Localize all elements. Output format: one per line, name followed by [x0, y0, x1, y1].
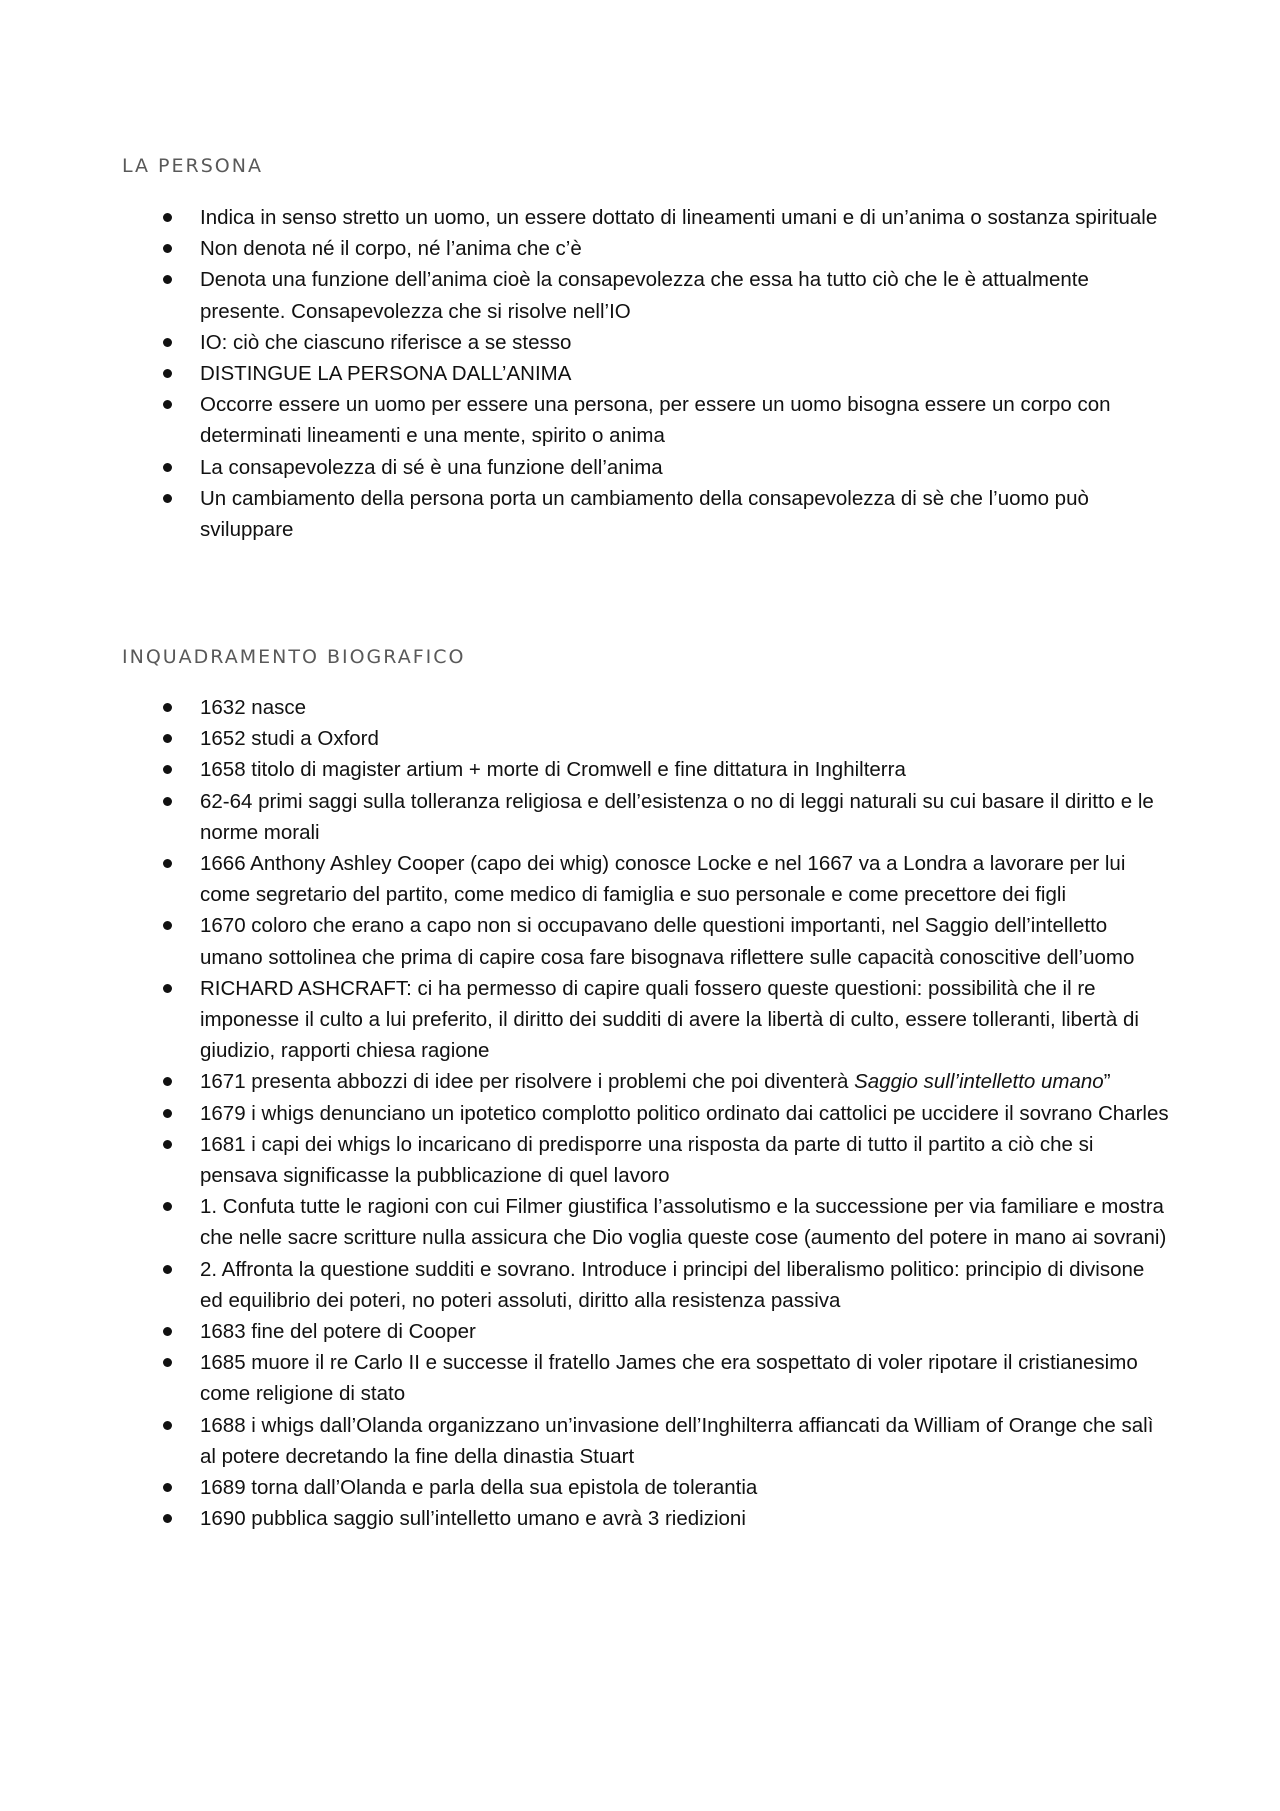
list-item-text: 1679 i whigs denunciano un ipotetico complotto politico ordinato dai cattolici pe uccidere il sovrano Charles [200, 1101, 1169, 1125]
list-item-text: Occorre essere un uomo per essere una persona, per essere un uomo bisogna essere un corpo con determinati lineamenti e una mente, spirito o anima [200, 393, 1111, 448]
list-item-text: Non denota né il corpo, né l’anima che c’è [200, 237, 582, 261]
bullet-icon [163, 1109, 172, 1118]
list-item [0, 1347, 1280, 1409]
bullet-icon [163, 1202, 172, 1211]
bullet-icon [163, 984, 172, 993]
list-item [0, 483, 1280, 545]
list-item [0, 327, 1280, 358]
list-item [0, 754, 1280, 785]
list-item [0, 1472, 1280, 1503]
bullet-list-inquadramento-biografico [0, 692, 1280, 1534]
bullet-icon [163, 213, 172, 222]
list-item-text: Un cambiamento della persona porta un cambiamento della consapevolezza di sè che l’uomo può sviluppare [200, 486, 1089, 542]
bullet-icon [163, 734, 172, 743]
list-item [0, 452, 1280, 483]
list-item [0, 786, 1280, 848]
list-item-text: IO: ciò che ciascuno riferisce a se stesso [200, 330, 572, 354]
section-heading-inquadramento-biografico: INQUADRAMENTO BIOGRAFICO [122, 646, 466, 668]
list-item [0, 1098, 1280, 1129]
bullet-icon [163, 275, 172, 284]
list-item-text: 1632 nasce [200, 696, 307, 719]
list-item-text: 1658 titolo di magister artium + morte di Cromwell e fine dittatura in Inghilterra [200, 758, 906, 782]
list-item [0, 1191, 1280, 1253]
list-item [0, 233, 1280, 264]
list-item [0, 1503, 1280, 1534]
list-item-text: Indica in senso stretto un uomo, un essere dottato di lineamenti umani e di un’anima o sostanza spirituale [200, 206, 1158, 229]
bullet-icon [163, 1327, 172, 1336]
list-item-text: 62-64 primi saggi sulla tolleranza religiosa e dell’esistenza o no di leggi naturali su cui basare il diritto e le norme morali [200, 789, 1154, 844]
list-item-text: 1652 studi a Oxford [200, 727, 379, 751]
list-item-text: 1690 pubblica saggio sull’intelletto umano e avrà 3 riedizioni [200, 1507, 746, 1531]
list-item [0, 1254, 1280, 1316]
list-item [0, 692, 1280, 723]
book-title: Saggio sull’intelletto umano [854, 1070, 1104, 1094]
list-item [0, 910, 1280, 972]
bullet-icon [163, 1358, 172, 1367]
bullet-icon [163, 1077, 172, 1086]
list-item [0, 1129, 1280, 1191]
bullet-icon [163, 921, 172, 930]
bullet-icon [163, 703, 172, 712]
section-heading-la-persona: LA PERSONA [122, 155, 263, 177]
bullet-icon [163, 463, 172, 472]
list-item-text: 1681 i capi dei whigs lo incaricano di predisporre una risposta da parte di tutto il partito a ciò che si pensava significasse la pubblicazione di quel lavoro [200, 1132, 1094, 1188]
list-item-text: 1689 torna dall’Olanda e parla della sua epistola de tolerantia [200, 1476, 758, 1500]
bullet-icon [163, 1265, 172, 1274]
list-item-text: 1666 Anthony Ashley Cooper (capo dei whig) conosce Locke e nel 1667 va a Londra a lavorare per lui come segretario del partito, come medico di famiglia e suo personale e come precettore dei figli [200, 852, 1126, 907]
list-item-text: 1671 presenta abbozzi di idee per risolvere i problemi che poi diventerà [200, 1070, 855, 1094]
list-item-text: RICHARD ASHCRAFT: ci ha permesso di capire quali fossero queste questioni: possibilità che il re imponesse il culto a lui preferito, il diritto dei sudditi di avere la libertà di culto, essere tolleranti, libertà di giudizio, rapporti chiesa ragione [200, 976, 1139, 1063]
list-item [0, 1410, 1280, 1472]
bullet-icon [163, 494, 172, 503]
bullet-icon [163, 1421, 172, 1430]
bullet-icon [163, 1140, 172, 1149]
list-item [0, 723, 1280, 754]
bullet-icon [163, 400, 172, 409]
bullet-icon [163, 1483, 172, 1492]
list-item-text: 1670 coloro che erano a capo non si occupavano delle questioni importanti, nel Saggio dell’intelletto umano sottolinea che prima di capire cosa fare bisognava riflettere sulle capacità conoscitive dell’uomo [200, 914, 1135, 969]
list-item-text: 2. Affronta la questione sudditi e sovrano. Introduce i principi del liberalismo politico: principio di divisone ed equilibrio dei poteri, no poteri assoluti, diritto alla resistenza passiva [200, 1257, 1145, 1312]
list-item [0, 973, 1280, 1067]
list-item [0, 848, 1280, 910]
list-item-text: DISTINGUE LA PERSONA DALL’ANIMA [200, 362, 572, 386]
bullet-icon [163, 369, 172, 378]
bullet-icon [163, 244, 172, 253]
list-item-text: Denota una funzione dell’anima cioè la consapevolezza che essa ha tutto ciò che le è attualmente presente. Consapevolezza che si risolve nell’IO [200, 268, 1089, 323]
list-item [0, 389, 1280, 451]
list-item [0, 358, 1280, 389]
bullet-list-la-persona [0, 202, 1280, 545]
list-item [0, 264, 1280, 326]
list-item-text: La consapevolezza di sé è una funzione dell’anima [200, 455, 663, 479]
bullet-icon [163, 1514, 172, 1523]
bullet-icon [163, 859, 172, 868]
list-item-text: 1688 i whigs dall’Olanda organizzano un’invasione dell’Inghilterra affiancati da William of Orange che salì al potere decretando la fine della dinastia Stuart [200, 1413, 1154, 1468]
bullet-icon [163, 765, 172, 774]
list-item-text: 1685 muore il re Carlo II e successe il fratello James che era sospettato di voler ripotare il cristianesimo come religione di stato [200, 1351, 1138, 1406]
list-item-text: 1683 fine del potere di Cooper [200, 1320, 476, 1344]
list-item [0, 1316, 1280, 1347]
list-item [0, 202, 1280, 233]
bullet-icon [163, 338, 172, 347]
bullet-icon [163, 797, 172, 806]
closing-quote: ” [1103, 1070, 1111, 1094]
list-item-text: 1. Confuta tutte le ragioni con cui Filmer giustifica l’assolutismo e la successione per via familiare e mostra che nelle sacre scritture nulla assicura che Dio voglia queste cose (aumento del potere in mano ai sovrani) [200, 1195, 1167, 1250]
list-item [0, 1066, 1280, 1097]
